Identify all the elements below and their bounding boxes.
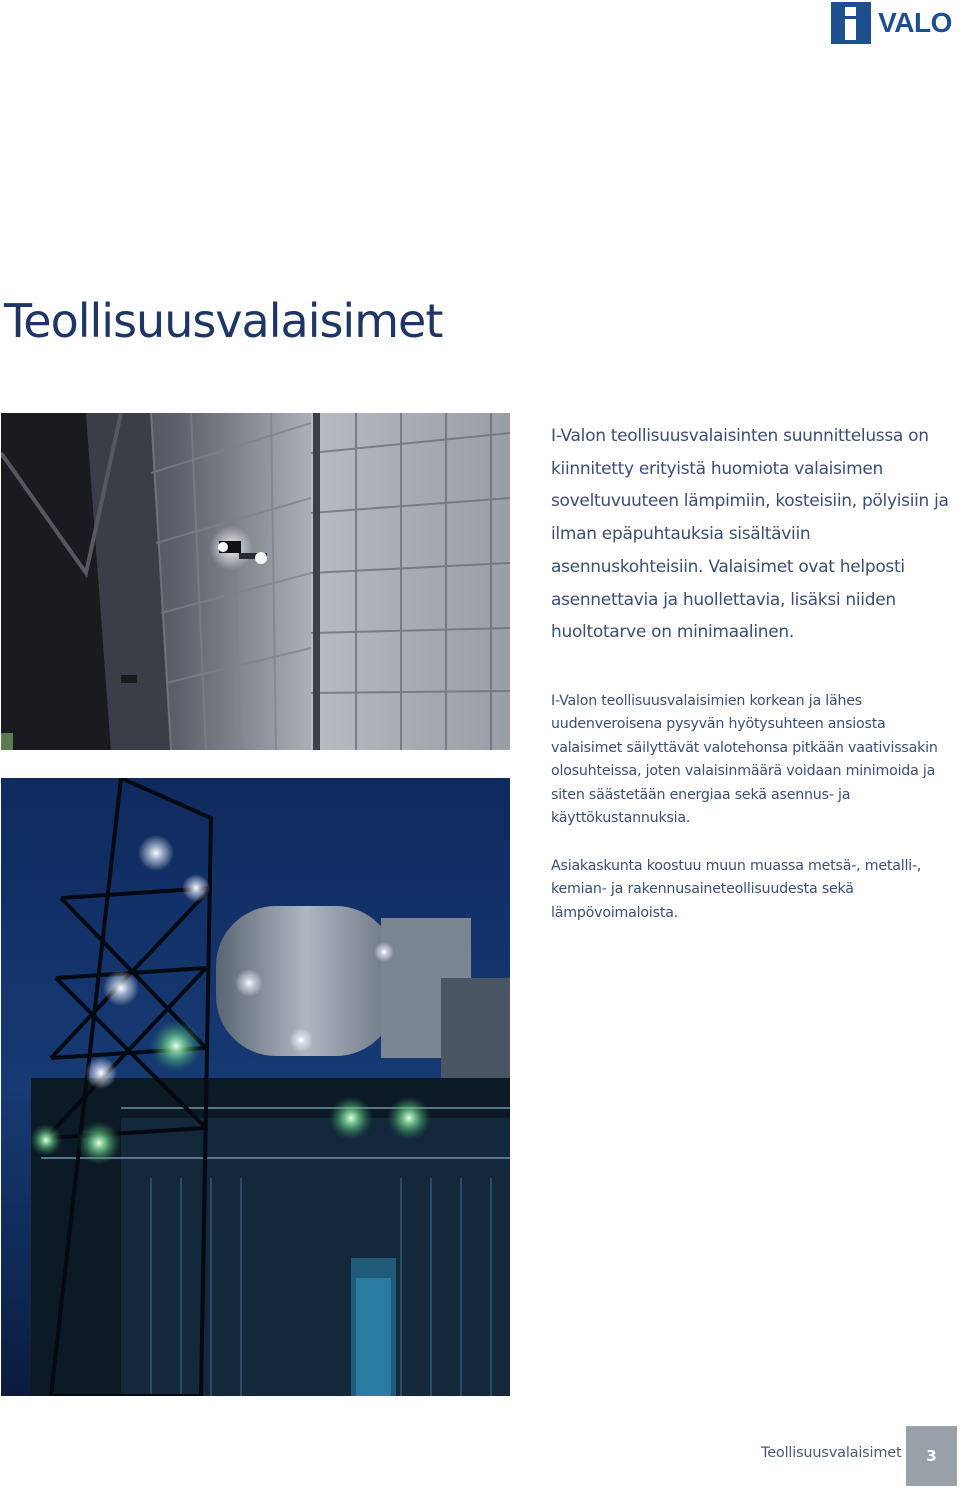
plant-night-photo (1, 778, 510, 1396)
page-title: Teollisuusvalaisimet (4, 294, 443, 348)
text-column (551, 420, 951, 925)
customers-paragraph: Asiakaskunta koostuu muun muassa metsä-, metalli-, kemian- ja rakennusaineteollisuudesta sekä lämpövoimaloista. (551, 857, 922, 921)
logo-i-mark (831, 2, 871, 44)
facade-photo (1, 413, 510, 750)
brand-logo (831, 2, 955, 44)
page-number: 3 (906, 1426, 957, 1486)
efficiency-paragraph: I-Valon teollisuusvalaisimien korkean ja lähes uudenveroisena pysyvän hyötysuhteen ansiosta valaisimet säilyttävät valotehonsa pitkään vaativissakin olosuhteissa, joten valaisinmäärä voidaan minimoida ja siten säästetään energiaa sekä asennus- ja käyttökustannuksia. (551, 692, 938, 827)
footer-section-label: Teollisuusvalaisimet (761, 1445, 902, 1461)
intro-paragraph: I-Valon teollisuusvalaisinten suunnittelussa on kiinnitetty erityistä huomiota valaisimen soveltuvuuteen lämpimiin, kosteisiin, pölyisiin ja ilman epäpuhtauksia sisältäviin asennuskohteisiin. Valaisimet ovat helposti asennettavia ja huollettavia, lisäksi niiden huoltotarve on minimaalinen. (551, 426, 949, 643)
logo-wordmark: VALO (878, 7, 952, 38)
